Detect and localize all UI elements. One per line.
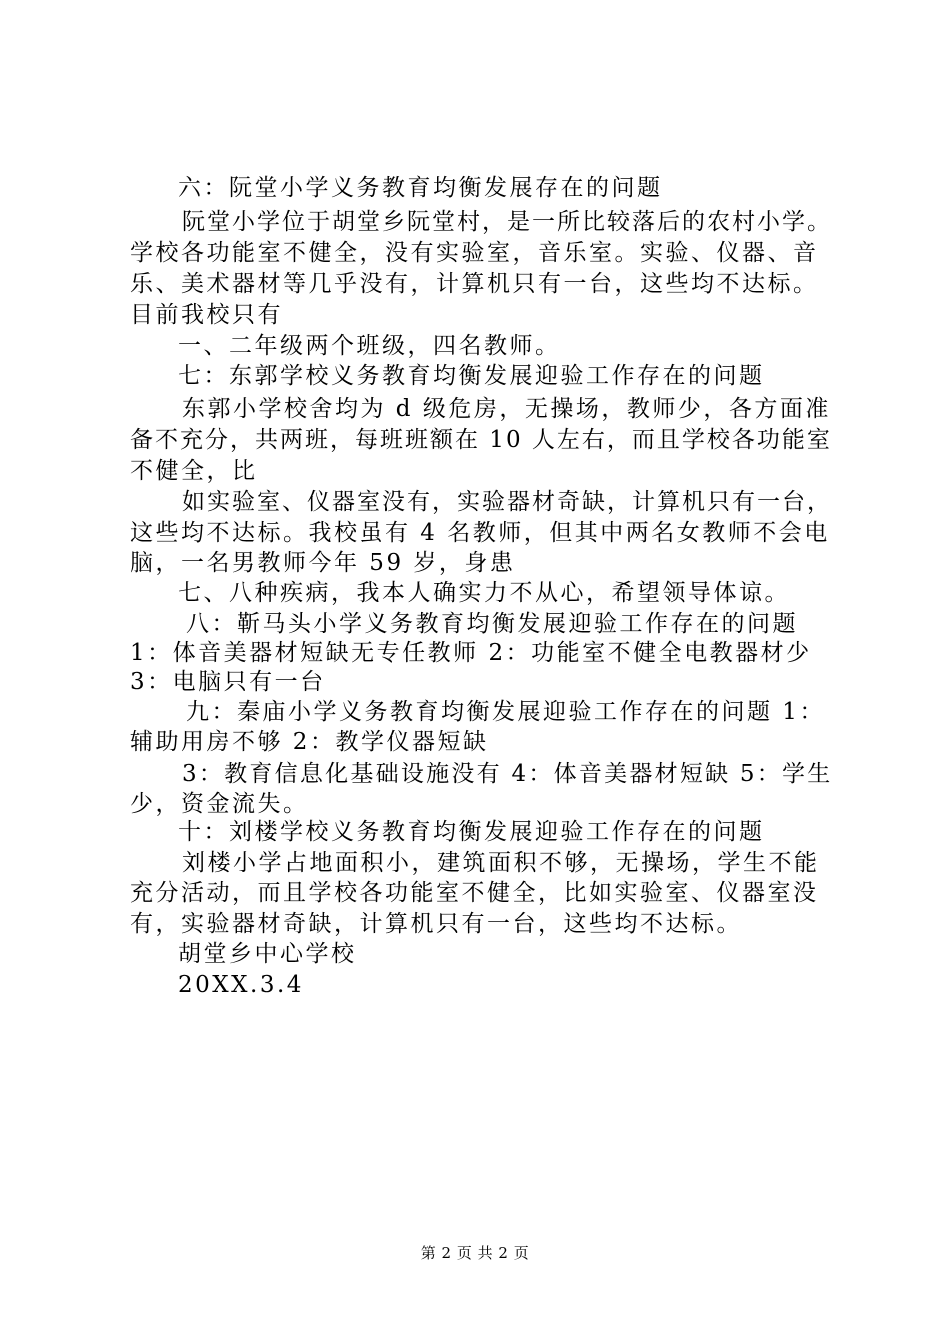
paragraph-line: 这些均不达标。我校虽有 4 名教师，但其中两名女教师不会电: [130, 520, 830, 546]
paragraph-line: 有，实验器材奇缺，计算机只有一台，这些均不达标。: [130, 911, 742, 937]
section-heading-8: 八：靳马头小学义务教育均衡发展迎验工作存在的问题: [186, 611, 798, 637]
paragraph-line: 辅助用房不够 2：教学仪器短缺: [130, 729, 489, 755]
paragraph-line: 脑，一名男教师今年 59 岁，身患: [130, 550, 516, 576]
paragraph-line: 东郭小学校舍均为 d 级危房，无操场，教师少，各方面准: [182, 396, 831, 422]
section-heading-7: 七：东郭学校义务教育均衡发展迎验工作存在的问题: [178, 363, 765, 389]
paragraph-line: 充分活动，而且学校各功能室不健全，比如实验室、仪器室没: [130, 880, 819, 906]
paragraph-line: 3：电脑只有一台: [130, 669, 326, 695]
section-heading-6: 六：阮堂小学义务教育均衡发展存在的问题: [178, 175, 663, 201]
paragraph-line: 学校各功能室不健全，没有实验室，音乐室。实验、仪器、音: [130, 240, 819, 266]
paragraph-line: 七、八种疾病，我本人确实力不从心，希望领导体谅。: [178, 580, 790, 606]
section-heading-9: 九：秦庙小学义务教育均衡发展迎验工作存在的问题 1：: [186, 699, 825, 725]
paragraph-line: 如实验室、仪器室没有，实验器材奇缺，计算机只有一台，: [182, 489, 832, 515]
paragraph-line: 一、二年级两个班级，四名教师。: [178, 333, 561, 359]
paragraph-line: 乐、美术器材等几乎没有，计算机只有一台，这些均不达标。: [130, 271, 819, 297]
paragraph-line: 少，资金流失。: [130, 791, 309, 817]
section-heading-10: 十：刘楼学校义务教育均衡发展迎验工作存在的问题: [178, 819, 765, 845]
paragraph-line: 3：教育信息化基础设施没有 4：体音美器材短缺 5：学生: [182, 761, 833, 787]
paragraph-line: 阮堂小学位于胡堂乡阮堂村，是一所比较落后的农村小学。: [182, 209, 832, 235]
paragraph-line: 刘楼小学占地面积小，建筑面积不够，无操场，学生不能: [182, 850, 820, 876]
paragraph-line: 1：体音美器材短缺无专任教师 2：功能室不健全电教器材少: [130, 640, 812, 666]
signature-school: 胡堂乡中心学校: [178, 941, 357, 967]
paragraph-line: 目前我校只有: [130, 302, 283, 328]
paragraph-line: 不健全，比: [130, 458, 258, 484]
signature-date: 20XX.3.4: [178, 972, 304, 998]
paragraph-line: 备不充分，共两班，每班班额在 10 人左右，而且学校各功能室: [130, 427, 832, 453]
page-footer: 第 2 页 共 2 页: [420, 1244, 530, 1262]
